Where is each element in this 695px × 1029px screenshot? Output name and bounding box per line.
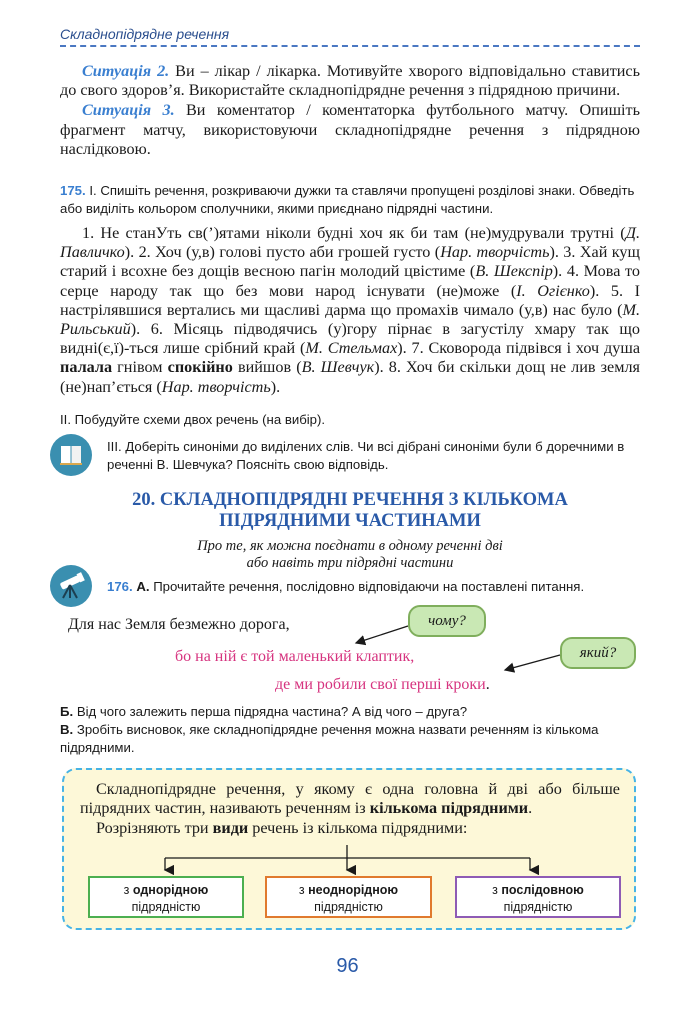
- type-heterogeneous: [265, 876, 432, 918]
- subordinate-clause-1: бо на ній є той маленький клаптик,: [175, 648, 415, 665]
- type-subtitle: підрядністю: [131, 900, 201, 914]
- author: Нар. творчість: [161, 377, 271, 396]
- author: М. Стельмах: [305, 339, 398, 358]
- sentence-text: ). 5. І настрілявшися вертались ми щасливі дарма що промахів чимало (у,в) нас було (: [60, 281, 640, 319]
- type-homogeneous: [88, 876, 244, 918]
- type-prefix: з: [123, 883, 133, 897]
- author: В. Шекспір: [475, 262, 553, 281]
- sentence-text: ). 4. Мова то серце народу так що без мови народ існувати (не)може (: [60, 262, 640, 300]
- chapter-subtitle-line2: або навіть три підрядні частини: [246, 555, 454, 571]
- situation-3-label: Ситуація 3.: [82, 101, 175, 120]
- type-name: неоднорідною: [308, 883, 399, 897]
- author: В. Шевчук: [301, 358, 375, 377]
- highlighted-word: палала: [60, 358, 113, 377]
- type-name: однорідною: [132, 883, 209, 897]
- type-sequential: [455, 876, 621, 918]
- rule-term: види: [212, 819, 249, 837]
- situation-3-text: Ви коментатор / коментаторка футбольного матчу. Опишіть фрагмент матчу, використовуючи складнопідрядне речення з підрядною наслідковою.: [60, 101, 640, 158]
- sentence-text: ). 8. Хоч би скільки дощ не лив земля (не)нап’ється (: [60, 358, 640, 396]
- taskA-label: А.: [132, 579, 150, 594]
- author: Нар. творчість: [440, 243, 550, 262]
- sentence-text: ). 2. Хоч (у,в) голові пусто аби грошей густо (: [124, 243, 441, 262]
- chapter-subtitle-line1: Про те, як можна поєднати в одному реченні дві: [197, 538, 503, 554]
- sentence-text: ). 3. Хай кущ старий і всохне без дощів весною пагін молодий цвістиме (: [60, 243, 640, 281]
- sentence-text: ).: [270, 377, 281, 396]
- ex175-task3: ІІІ. Доберіть синоніми до виділених слів. Чи всі дібрані синоніми були б доречними в реченні В. Шевчука? Поясніть свою відповідь.: [107, 439, 625, 472]
- question-bubble-which: який?: [560, 637, 636, 669]
- sentence-text: гнівом: [112, 358, 168, 377]
- author: М. Рильський: [60, 300, 640, 339]
- running-header: Складнопідрядне речення: [60, 26, 230, 42]
- author: Д. Павличко: [60, 224, 640, 262]
- taskA-text: Прочитайте речення, послідовно відповідаючи на поставлені питання.: [149, 579, 585, 594]
- ex175-task2: ІІ. Побудуйте схеми двох речень (на вибір).: [60, 412, 326, 427]
- type-prefix: з: [492, 883, 502, 897]
- ex175-task1-text: І. Спишіть речення, розкриваючи дужки та ставлячи пропущені розділові знаки. Обведіть або виділіть кольором сполучники, якими приєднано підрядні частини.: [60, 183, 635, 216]
- rule-text: Складнопідрядне речення, у якому є одна головна й дві або більше підрядних частин, називають реченням із: [80, 780, 620, 818]
- chapter-title-line2: ПІДРЯДНИМИ ЧАСТИНАМИ: [219, 511, 481, 531]
- period: .: [485, 676, 490, 693]
- rule-text: .: [528, 799, 533, 818]
- taskB-text: Від чого залежить перша підрядна частина? А від чого – друга?: [73, 704, 468, 719]
- sentence-text: вийшов (: [232, 358, 302, 377]
- rule-text: Розрізняють три: [96, 819, 213, 837]
- situation-2-text: Ви – лікар / лікарка. Мотивуйте хворого відповідально ставитись до свого здоров’я. Використайте складнопідрядне речення з підрядною причини.: [60, 62, 640, 100]
- rule-term: кількома підрядними: [369, 799, 529, 818]
- type-prefix: з: [298, 883, 309, 897]
- taskV-text: Зробіть висновок, яке складнопідрядне речення можна назвати реченням із кількома підрядними.: [60, 722, 599, 755]
- sentence-text: 1. Не станУть св(’)ятами ніколи будні хоч як би там (не)мудрували трутні (: [82, 224, 626, 242]
- situation-2-label: Ситуація 2.: [82, 62, 170, 80]
- taskV-label: В.: [60, 722, 74, 737]
- sentence-text: ). 7. Сковорода підвівся і хоч душа: [397, 339, 640, 358]
- ex175-number: 175.: [60, 183, 86, 198]
- type-subtitle: підрядністю: [314, 900, 383, 914]
- subordinate-clause-2-text: де ми робили свої перші кроки: [275, 676, 486, 693]
- type-subtitle: підрядністю: [503, 900, 573, 914]
- type-name: послідовною: [501, 883, 584, 897]
- page-number: 96: [336, 955, 359, 977]
- question-bubble-why: чому?: [408, 605, 486, 637]
- taskB-label: Б.: [60, 704, 74, 719]
- rule-text: речень із кількома підрядними:: [248, 819, 468, 837]
- chapter-title-line1: 20. СКЛАДНОПІДРЯДНІ РЕЧЕННЯ З КІЛЬКОМА: [132, 490, 568, 510]
- ex176-number: 176.: [107, 579, 133, 594]
- highlighted-word: спокійно: [167, 358, 233, 377]
- main-clause: Для нас Земля безмежно дорога,: [68, 616, 290, 633]
- author: І. Огієнко: [516, 281, 590, 300]
- sentence-text: ). 6. Місяць підводячись (у)гору пірнає в загустілу хмару так що видні(є,ї)-ться лише срібний край (: [60, 320, 640, 358]
